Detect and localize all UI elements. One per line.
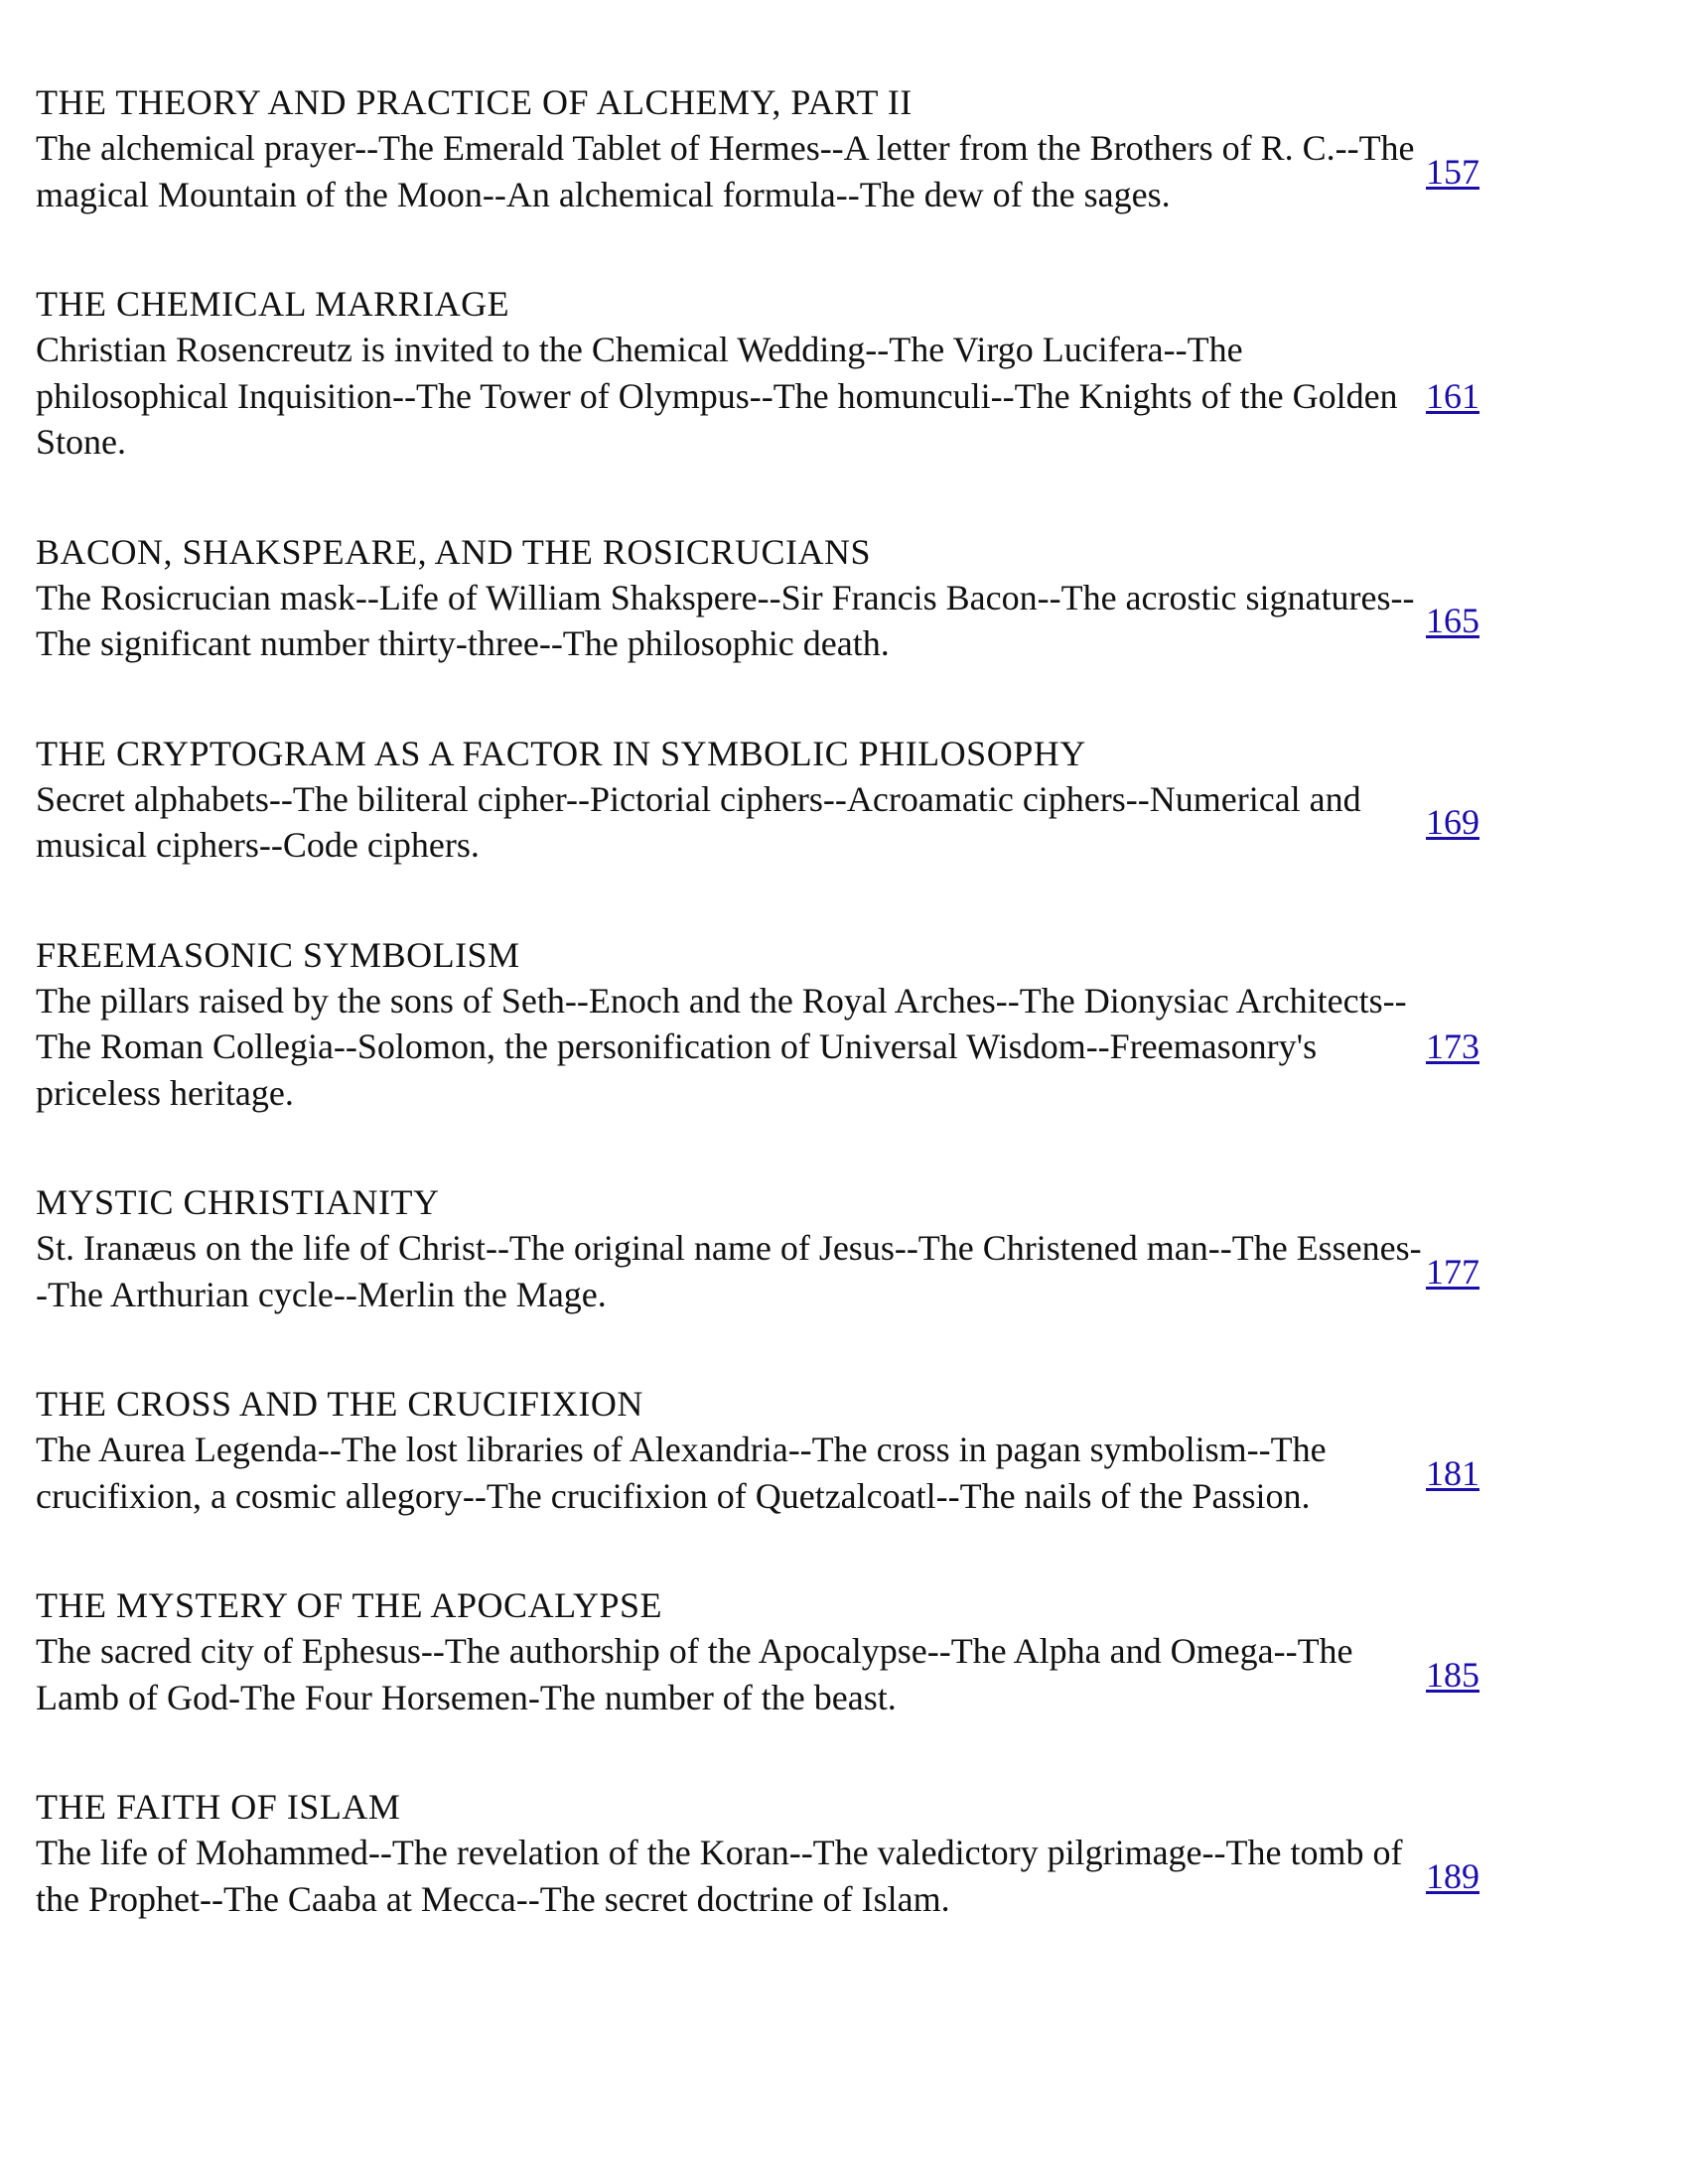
toc-entry — [36, 932, 1505, 1117]
page-number-cell — [1426, 281, 1505, 466]
toc-entry-text — [36, 1179, 1426, 1317]
toc-entry-text — [36, 932, 1426, 1117]
page-link[interactable]: 173 — [1426, 1026, 1479, 1067]
table-of-contents — [36, 79, 1505, 1922]
page-number-cell — [1426, 79, 1505, 217]
toc-entry — [36, 1582, 1505, 1720]
chapter-title: MYSTIC CHRISTIANITY — [36, 1182, 440, 1222]
chapter-description: Christian Rosencreutz is invited to the Chemical Wedding--The Virgo Lucifera--The philosophical Inquisition--The Tower of Olympus--The homunculi--The Knights of the Golden Stone. — [36, 330, 1398, 462]
chapter-description: The pillars raised by the sons of Seth--Enoch and the Royal Arches--The Dionysiac Architects--The Roman Collegia--Solomon, the personification of Universal Wisdom--Freemasonry's priceless heritage. — [36, 980, 1407, 1113]
toc-entry-text — [36, 1784, 1426, 1922]
page-link[interactable]: 185 — [1426, 1654, 1479, 1695]
toc-entry — [36, 79, 1505, 217]
toc-entry — [36, 1784, 1505, 1922]
toc-entry — [36, 1381, 1505, 1519]
chapter-title: FREEMASONIC SYMBOLISM — [36, 934, 520, 975]
chapter-title: THE CHEMICAL MARRIAGE — [36, 284, 510, 324]
page-link[interactable]: 161 — [1426, 375, 1479, 416]
chapter-title: THE MYSTERY OF THE APOCALYPSE — [36, 1585, 662, 1625]
toc-entry-text — [36, 79, 1426, 217]
chapter-description: St. Iranæus on the life of Christ--The original name of Jesus--The Christened man--The Essenes--The Arthurian cycle--Merlin the Mage. — [36, 1228, 1422, 1314]
chapter-description: Secret alphabets--The biliteral cipher--Pictorial ciphers--Acroamatic ciphers--Numerical and musical ciphers--Code ciphers. — [36, 778, 1361, 865]
page-number-cell — [1426, 1582, 1505, 1720]
page-number-cell — [1426, 731, 1505, 869]
toc-entry — [36, 281, 1505, 466]
page-number-cell — [1426, 1784, 1505, 1922]
page-link[interactable]: 169 — [1426, 802, 1479, 842]
toc-entry-text — [36, 529, 1426, 667]
chapter-description: The sacred city of Ephesus--The authorship of the Apocalypse--The Alpha and Omega--The Lamb of God-The Four Horsemen-The number of the beast. — [36, 1631, 1353, 1717]
toc-entry — [36, 529, 1505, 667]
page-link[interactable]: 165 — [1426, 601, 1479, 640]
page-link[interactable]: 181 — [1426, 1452, 1479, 1493]
page-link[interactable]: 157 — [1426, 151, 1479, 192]
page-number-cell — [1426, 1179, 1505, 1317]
chapter-title: THE THEORY AND PRACTICE OF ALCHEMY, PART II — [36, 82, 913, 122]
page-number-cell — [1426, 1381, 1505, 1519]
toc-entry — [36, 1179, 1505, 1317]
chapter-description: The Rosicrucian mask--Life of William Shakspere--Sir Francis Bacon--The acrostic signatures--The significant number thirty-three--The philosophic death. — [36, 577, 1415, 663]
chapter-title: THE CROSS AND THE CRUCIFIXION — [36, 1384, 643, 1424]
page-number-cell — [1426, 932, 1505, 1117]
chapter-description: The life of Mohammed--The revelation of the Koran--The valedictory pilgrimage--The tomb of the Prophet--The Caaba at Mecca--The secret doctrine of Islam. — [36, 1833, 1403, 1919]
page-number-cell — [1426, 529, 1505, 667]
page-link[interactable]: 177 — [1426, 1251, 1479, 1292]
toc-entry-text — [36, 281, 1426, 466]
toc-entry-text — [36, 1381, 1426, 1519]
chapter-title: THE CRYPTOGRAM AS A FACTOR IN SYMBOLIC PHILOSOPHY — [36, 733, 1086, 773]
page-link[interactable]: 189 — [1426, 1855, 1479, 1896]
toc-entry — [36, 731, 1505, 869]
toc-entry-text — [36, 731, 1426, 869]
chapter-title: THE FAITH OF ISLAM — [36, 1787, 401, 1827]
chapter-description: The alchemical prayer--The Emerald Tablet of Hermes--A letter from the Brothers of R. C.--The magical Mountain of the Moon--An alchemical formula--The dew of the sages. — [36, 128, 1415, 214]
chapter-title: BACON, SHAKSPEARE, AND THE ROSICRUCIANS — [36, 531, 871, 572]
chapter-description: The Aurea Legenda--The lost libraries of Alexandria--The cross in pagan symbolism--The crucifixion, a cosmic allegory--The crucifixion of Quetzalcoatl--The nails of the Passion. — [36, 1430, 1327, 1516]
toc-entry-text — [36, 1582, 1426, 1720]
